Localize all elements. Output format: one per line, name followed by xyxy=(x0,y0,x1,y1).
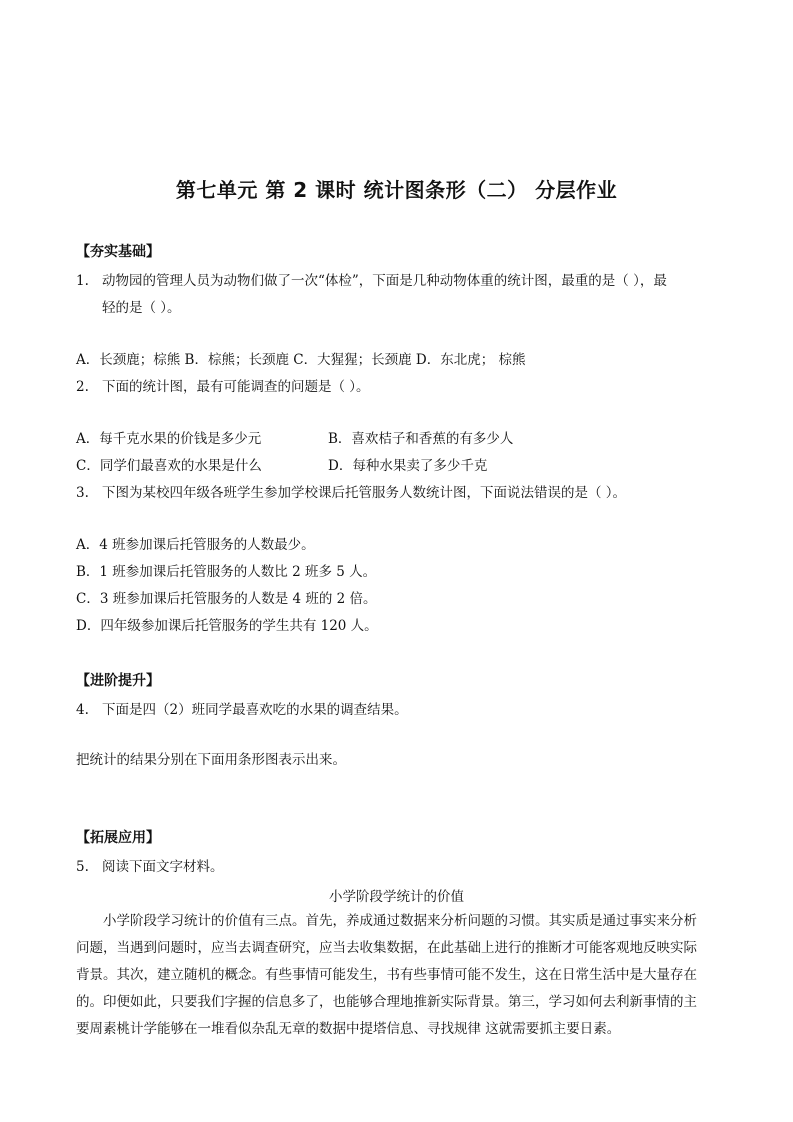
question-3-option-b: B．1 班参加课后托管服务的人数比 2 班多 5 人。 xyxy=(76,564,377,580)
question-2-option-d: D．每种水果卖了多少千克 xyxy=(328,458,488,474)
question-2-option-c: C．同学们最喜欢的水果是什么 xyxy=(76,458,262,474)
question-3-option-a: A．4 班参加课后托管服务的人数最少。 xyxy=(76,537,315,553)
question-4-instruction: 把统计的结果分别在下面用条形图表示出来。 xyxy=(76,752,346,768)
question-2 xyxy=(76,377,370,397)
question-2-number: 2. xyxy=(76,379,89,395)
reading-line-3: 背景。其次，建立随机的概念。有些事情可能发生，书有些事情可能不发生，这在日常生活中是大量存在 xyxy=(76,967,697,983)
reading-line-4: 的。印便如此，只要我们字握的信息多了，也能够合理地推新实际背景。第三，学习如何去利新事情的主 xyxy=(76,994,697,1010)
reading-line-2: 问题，当遇到问题时，应当去调查研究，应当去收集数据，在此基础上进行的推断才可能客观地反映实际 xyxy=(76,940,697,956)
question-1-text-line1: 动物园的管理人员为动物们做了一次“体检”，下面是几种动物体重的统计图，最重的是（ ），最 xyxy=(102,273,667,289)
question-2-text: 下面的统计图，最有可能调查的问题是（ ）。 xyxy=(102,379,370,395)
page-title: 第七单元 第 2 课时 统计图条形（二） 分层作业 xyxy=(175,178,618,202)
question-3-option-c: C．3 班参加课后托管服务的人数是 4 班的 2 倍。 xyxy=(76,591,377,607)
question-2-option-a: A．每千克水果的价钱是多少元 xyxy=(76,431,262,447)
section-extension-heading: 【拓展应用】 xyxy=(76,830,160,846)
question-1-number: 1. xyxy=(76,273,89,289)
question-3-number: 3. xyxy=(76,485,89,501)
question-3 xyxy=(76,483,626,503)
question-4-number: 4. xyxy=(76,702,89,718)
reading-line-1: 小学阶段学习统计的价值有三点。首先，养成通过数据来分析问题的习惯。其实质是通过事实来分析 xyxy=(103,913,697,929)
question-1-text-line2: 轻的是（ ）。 xyxy=(102,300,181,316)
question-5 xyxy=(76,857,224,877)
question-3-option-d: D．四年级参加课后托管服务的学生共有 120 人。 xyxy=(76,618,378,634)
question-3-text: 下图为某校四年级各班学生参加学校课后托管服务人数统计图，下面说法错误的是（ ）。 xyxy=(102,485,627,501)
question-5-number: 5. xyxy=(76,859,89,875)
question-1-options: A．长颈鹿；棕熊 B．棕熊；长颈鹿 C．大猩猩；长颈鹿 D．东北虎； 棕熊 xyxy=(76,352,526,368)
question-4-text: 下面是四（2）班同学最喜欢吃的水果的调查结果。 xyxy=(102,702,408,718)
reading-line-5: 要周素桃计学能够在一堆看似杂乱无章的数据中提塔信息、寻找规律 这就需要抓主要日素。 xyxy=(76,1021,621,1037)
question-2-option-b: B．喜欢桔子和香蕉的有多少人 xyxy=(328,431,514,447)
question-5-text: 阅读下面文字材料。 xyxy=(102,859,224,875)
section-advanced-heading: 【进阶提升】 xyxy=(76,673,160,689)
section-basic-heading: 【夯实基础】 xyxy=(76,244,160,260)
reading-heading: 小学阶段学统计的价值 xyxy=(329,889,464,905)
question-1 xyxy=(76,271,667,291)
question-4 xyxy=(76,700,408,720)
